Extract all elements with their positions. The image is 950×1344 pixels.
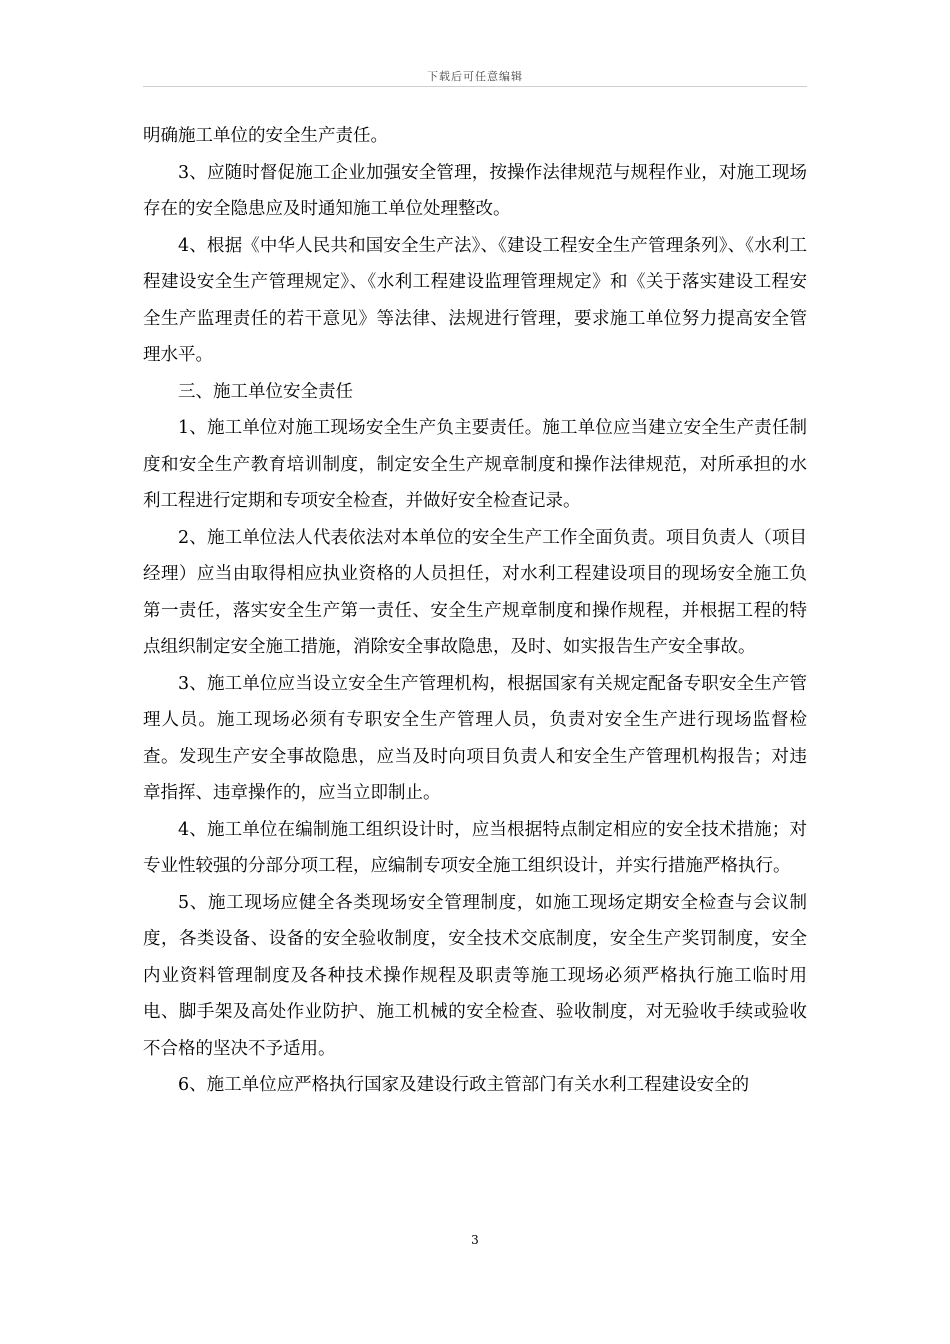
paragraph-item-3-1: 1、施工单位对施工现场安全生产负主要责任。施工单位应当建立安全生产责任制度和安全生产教育培训制度，制定安全生产规章制度和操作法律规范，对所承担的水利工程进行定期和专项安全检查，并做好安全检查记录。 (143, 418, 807, 511)
page-header: 下载后可任意编辑 (427, 70, 523, 83)
paragraph-item-2-4: 4、根据《中华人民共和国安全生产法》、《建设工程安全生产管理条列》、《水利工程建设安全生产管理规定》、《水利工程建设监理管理规定》和《关于落实建设工程安全生产监理责任的若干意见》等法律、法规进行管理，要求施工单位努力提高安全管理水平。 (143, 235, 807, 365)
paragraph-item-3-2: 2、施工单位法人代表依法对本单位的安全生产工作全面负责。项目负责人（项目经理）应当由取得相应执业资格的人员担任，对水利工程建设项目的现场安全施工负第一责任，落实安全生产第一责任、安全生产规章制度和操作规程，并根据工程的特点组织制定安全施工措施，消除安全事故隐患，及时、如实报告生产安全事故。 (143, 527, 807, 657)
section-heading-3: 三、施工单位安全责任 (178, 381, 353, 402)
paragraph-item-3-6: 6、施工单位应严格执行国家及建设行政主管部门有关水利工程建设安全的 (178, 1075, 750, 1095)
paragraph-item-3-4: 4、施工单位在编制施工组织设计时，应当根据特点制定相应的安全技术措施；对专业性较强的分部分项工程，应编制专项安全施工组织设计，并实行措施严格执行。 (143, 819, 807, 876)
page-number: 3 (471, 1233, 479, 1247)
paragraph-item-2-3: 3、应随时督促施工企业加强安全管理，按操作法律规范与规程作业，对施工现场存在的安全隐患应及时通知施工单位处理整改。 (143, 162, 807, 219)
document-body (143, 118, 807, 1104)
header-divider (143, 86, 807, 87)
paragraph-item-3-3: 3、施工单位应当设立安全生产管理机构，根据国家有关规定配备专职安全生产管理人员。施工现场必须有专职安全生产管理人员，负责对安全生产进行现场监督检查。发现生产安全事故隐患，应当及时向项目负责人和安全生产管理机构报告；对违章指挥、违章操作的，应当立即制止。 (143, 673, 807, 803)
paragraph-item-3-5: 5、施工现场应健全各类现场安全管理制度，如施工现场定期安全检查与会议制度，各类设备、设备的安全验收制度，安全技术交底制度，安全生产奖罚制度，安全内业资料管理制度及各种技术操作规程及职责等施工现场必须严格执行施工临时用电、脚手架及高处作业防护、施工机械的安全检查、验收制度，对无验收手续或验收不合格的坚决不予适用。 (143, 892, 807, 1059)
paragraph-continuation: 明确施工单位的安全生产责任。 (143, 126, 388, 146)
